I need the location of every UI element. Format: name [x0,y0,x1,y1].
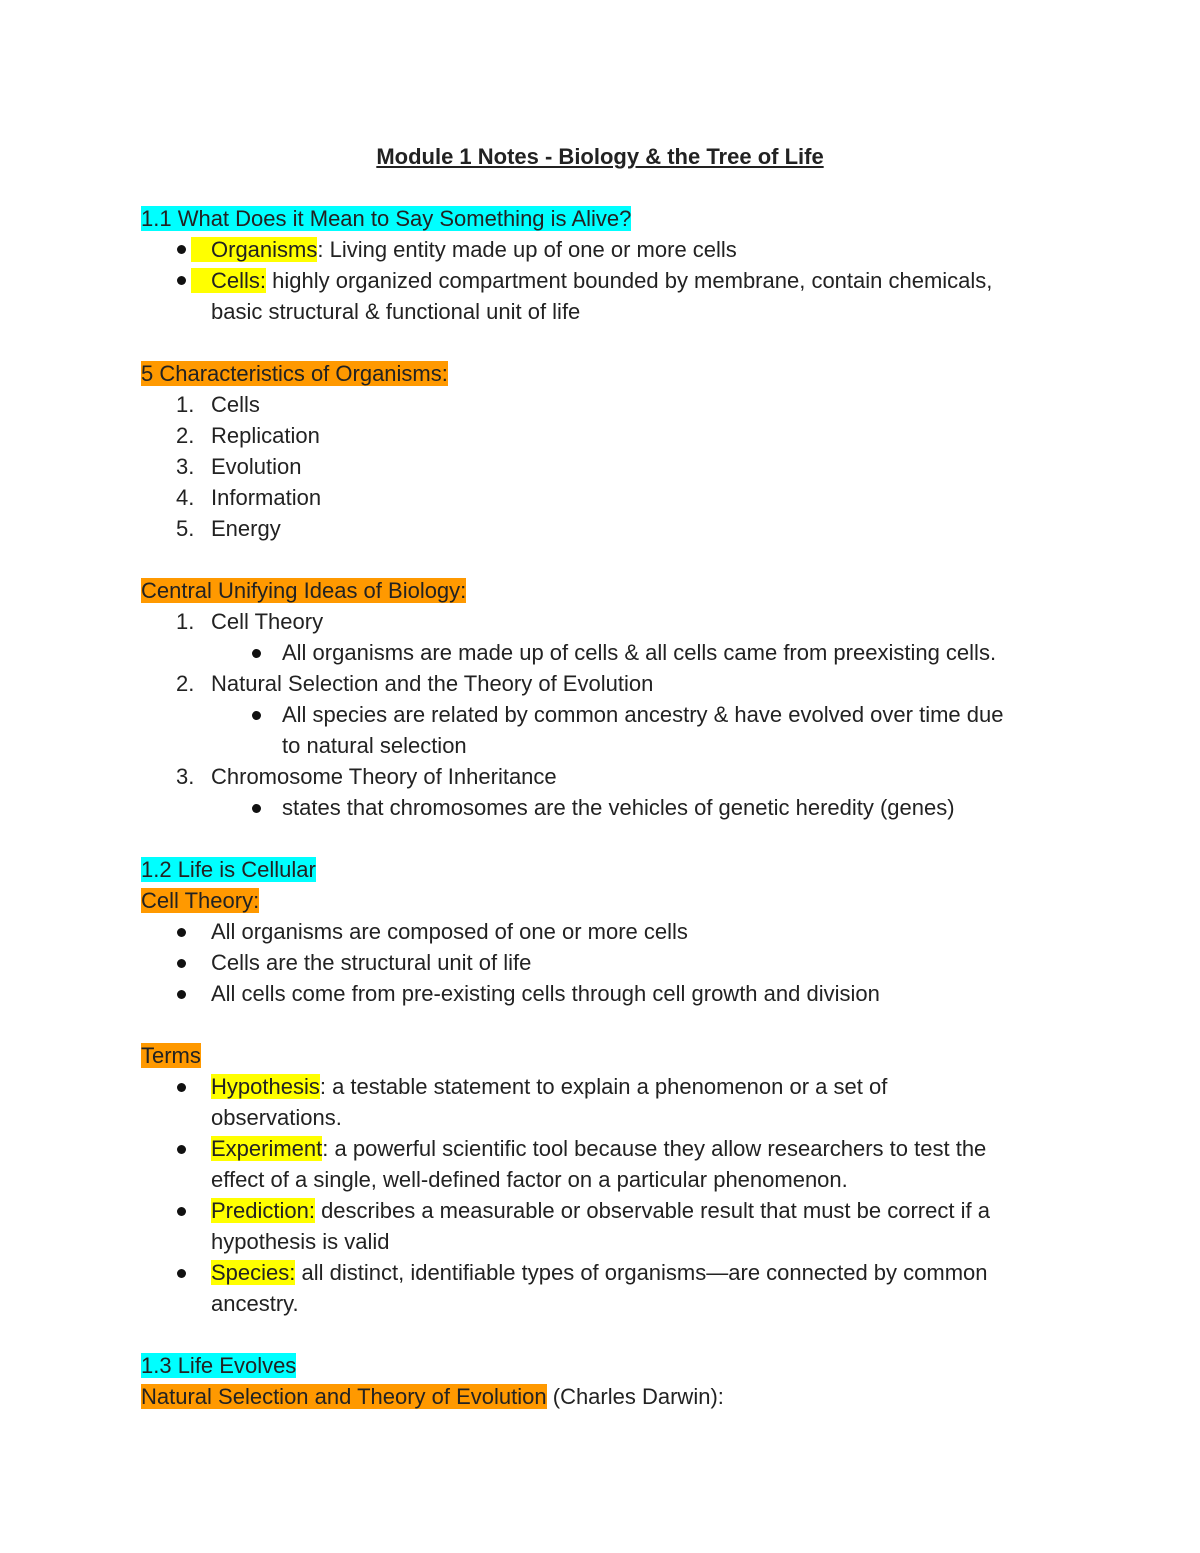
bullet-dot [177,1083,186,1092]
bullet-dot [177,245,186,254]
central-idea-detail: All species are related by common ancestry & have evolved over time due [282,702,1004,727]
cells-definition-cont: basic structural & functional unit of life [211,299,581,324]
list-number: 2. [176,671,195,696]
characteristic-item: Evolution [211,454,302,479]
experiment-term: Experiment [211,1136,323,1161]
characteristic-item: Energy [211,516,281,541]
prediction-definition-cont: hypothesis is valid [211,1229,390,1254]
central-idea-detail-cont: to natural selection [282,733,467,758]
central-idea-detail: states that chromosomes are the vehicles of genetic heredity (genes) [282,795,955,820]
prediction-term: Prediction: [211,1198,315,1223]
cell-theory-point: All cells come from pre-existing cells through cell growth and division [211,981,880,1006]
characteristic-item: Information [211,485,322,510]
natural-selection-heading: Natural Selection and Theory of Evolution (Charles Darwin): [141,1384,724,1409]
central-ideas-heading: Central Unifying Ideas of Biology: [141,578,467,603]
cells-term: Cells: [191,268,266,293]
characteristic-item: Cells [211,392,260,417]
bullet-dot [177,928,186,937]
section-heading-1-1: 1.1 What Does it Mean to Say Something is Alive? [141,206,632,231]
list-number: 1. [176,392,195,417]
bullet-dot [252,804,261,813]
characteristic-item: Replication [211,423,320,448]
list-number: 4. [176,485,195,510]
list-number: 5. [176,516,195,541]
page-title: Module 1 Notes - Biology & the Tree of Life [376,144,824,169]
list-number: 3. [176,454,195,479]
organisms-term: Organisms [191,237,317,262]
cell-theory-point: All organisms are composed of one or more cells [211,919,688,944]
bullet-dot [177,276,186,285]
characteristics-heading: 5 Characteristics of Organisms: [141,361,448,386]
bullet-dot [177,959,186,968]
cells-definition: Cells: highly organized compartment bounded by membrane, contain chemicals, [191,265,992,296]
experiment-definition-cont: effect of a single, well-defined factor on a particular phenomenon. [211,1167,848,1192]
bullet-dot [177,1269,186,1278]
species-definition-cont: ancestry. [211,1291,299,1316]
bullet-dot [177,990,186,999]
species-term: Species: [211,1260,296,1285]
cell-theory-heading: Cell Theory: [141,888,260,913]
bullet-dot [177,1145,186,1154]
list-number: 1. [176,609,195,634]
bullet-dot [252,649,261,658]
section-heading-1-2: 1.2 Life is Cellular [141,857,316,882]
section-heading-1-3: 1.3 Life Evolves [141,1353,297,1378]
experiment-definition: Experiment: a powerful scientific tool because they allow researchers to test the [211,1136,987,1161]
central-idea-item: Chromosome Theory of Inheritance [211,764,557,789]
species-definition: Species: all distinct, identifiable types of organisms—are connected by common [211,1260,988,1285]
hypothesis-term: Hypothesis [211,1074,320,1099]
hypothesis-definition: Hypothesis: a testable statement to explain a phenomenon or a set of [211,1074,888,1099]
organisms-definition: Organisms: Living entity made up of one or more cells [191,234,737,265]
bullet-dot [252,711,261,720]
terms-heading: Terms [141,1043,201,1068]
prediction-definition: Prediction: describes a measurable or observable result that must be correct if a [211,1198,990,1223]
central-idea-item: Natural Selection and the Theory of Evolution [211,671,654,696]
central-idea-item: Cell Theory [211,609,324,634]
cell-theory-point: Cells are the structural unit of life [211,950,532,975]
central-idea-detail: All organisms are made up of cells & all cells came from preexisting cells. [282,640,997,665]
bullet-dot [177,1207,186,1216]
list-number: 3. [176,764,195,789]
hypothesis-definition-cont: observations. [211,1105,342,1130]
list-number: 2. [176,423,195,448]
